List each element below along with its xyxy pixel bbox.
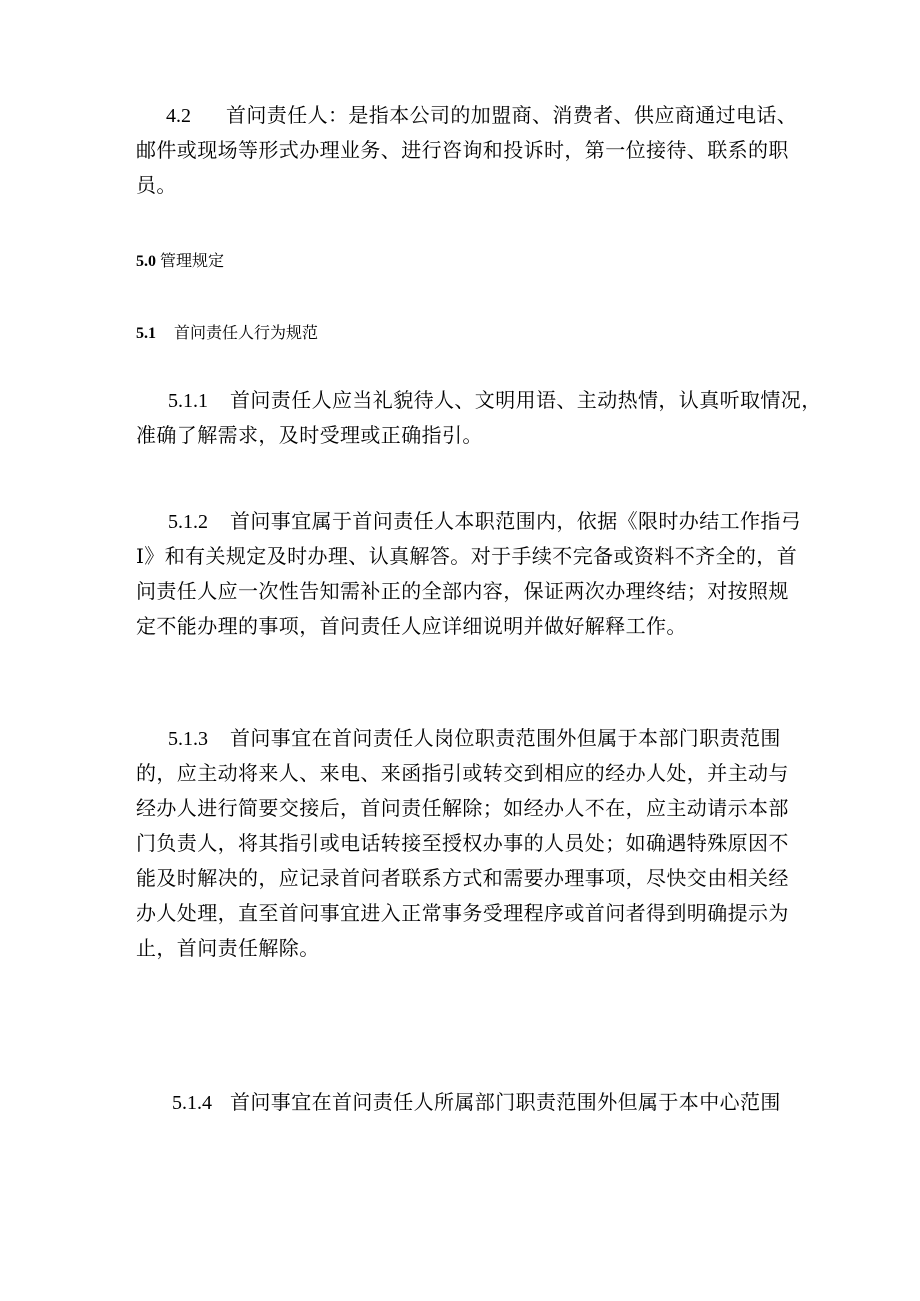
- section-number: 5.1.4: [172, 1092, 212, 1114]
- paragraph-5-1-3: [136, 721, 789, 966]
- paragraph-line: 准确了解需求，及时受理或正确指引。: [136, 423, 483, 447]
- paragraph-line: I》和有关规定及时办理、认真解答。对于手续不完备或资料不齐全的，首: [136, 544, 798, 568]
- section-title: 管理规定: [160, 251, 225, 270]
- paragraph-4-2: [136, 98, 798, 203]
- paragraph-line: 办人处理，直至首问事宜进入正常事务受理程序或首问者得到明确提示为: [136, 901, 789, 925]
- section-title: 首问责任人行为规范: [174, 323, 319, 342]
- paragraph-line: 定不能办理的事项，首问责任人应详细说明并做好解释工作。: [136, 614, 687, 638]
- paragraph-5-1-4: [136, 1085, 786, 1120]
- section-number: 4.2: [166, 105, 191, 127]
- section-number: 5.1.2: [168, 511, 208, 533]
- paragraph-5-1-2: [136, 504, 802, 644]
- paragraph-line: 止，首问责任解除。: [136, 936, 320, 960]
- paragraph-line: 邮件或现场等形式办理业务、进行咨询和投诉时，第一位接待、联系的职: [136, 138, 789, 162]
- section-heading-5-0: [136, 249, 224, 274]
- paragraph-line: [136, 383, 822, 418]
- paragraph-line: 门负责人，将其指引或电话转接至授权办事的人员处；如确遇特殊原因不: [136, 831, 789, 855]
- paragraph-line: 问责任人应一次性告知需补正的全部内容，保证两次办理终结；对按照规: [136, 579, 789, 603]
- paragraph-text: 首问事宜属于首问责任人本职范围内，依据《限时办结工作指弓: [230, 509, 802, 533]
- section-number: 5.1: [136, 325, 156, 342]
- paragraph-line: [136, 504, 802, 539]
- paragraph-5-1-1: [136, 383, 822, 453]
- paragraph-text: 首问事宜在首问责任人所属部门职责范围外但属于本中心范围: [230, 1090, 781, 1114]
- paragraph-line: 员。: [136, 173, 177, 197]
- paragraph-line: [136, 721, 786, 756]
- section-number: 5.1.3: [168, 728, 208, 750]
- paragraph-line: [136, 1085, 786, 1120]
- paragraph-text: 首问责任人：是指本公司的加盟商、消费者、供应商通过电话、: [226, 103, 798, 127]
- section-number: 5.1.1: [168, 390, 208, 412]
- paragraph-line: 能及时解决的，应记录首问者联系方式和需要办理事项，尽快交由相关经: [136, 866, 789, 890]
- paragraph-text: 首问责任人应当礼貌待人、文明用语、主动热情，认真听取情况，: [230, 388, 822, 412]
- paragraph-text: 首问事宜在首问责任人岗位职责范围外但属于本部门职责范围: [230, 726, 781, 750]
- paragraph-line: [136, 98, 798, 133]
- section-heading-5-1: [136, 321, 318, 346]
- section-number: 5.0: [136, 253, 156, 270]
- paragraph-line: 的，应主动将来人、来电、来函指引或转交到相应的经办人处，并主动与: [136, 761, 789, 785]
- paragraph-line: 经办人进行简要交接后，首问责任解除；如经办人不在，应主动请示本部: [136, 796, 789, 820]
